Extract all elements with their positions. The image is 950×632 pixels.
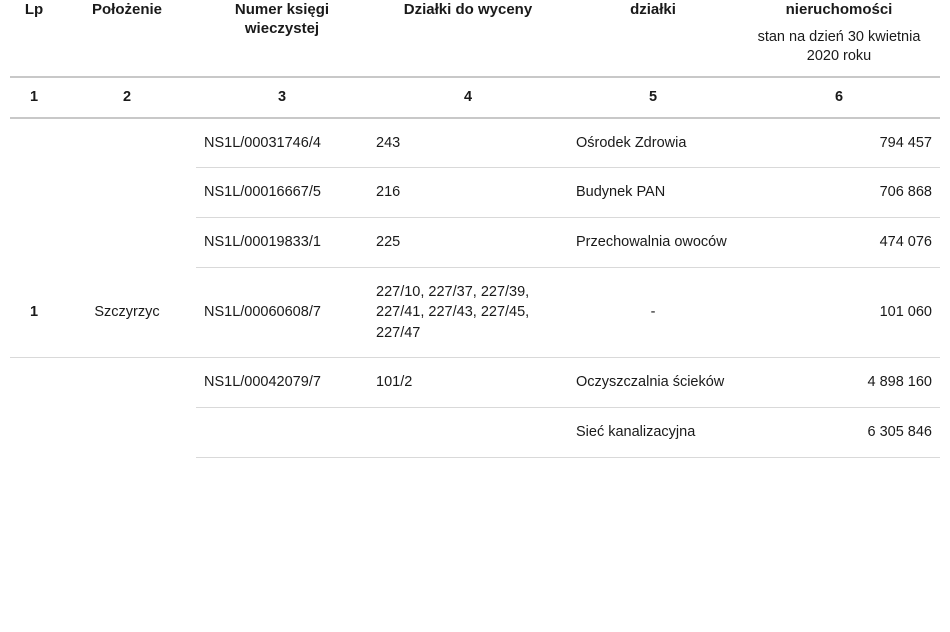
- cell-value: 794 457: [738, 118, 940, 168]
- table-row: [10, 407, 940, 457]
- valuation-table: [10, 0, 940, 458]
- column-number-4: 4: [368, 77, 568, 118]
- table-header: [10, 0, 940, 77]
- cell-value: 6 305 846: [738, 407, 940, 457]
- column-number-6: 6: [738, 77, 940, 118]
- cell-kw: NS1L/00042079/7: [196, 358, 368, 408]
- header-property-value-subtitle: stan na dzień 30 kwietnia 2020 roku: [757, 29, 921, 65]
- header-plot-description: działki: [568, 0, 738, 77]
- cell-plots: [368, 407, 568, 457]
- cell-lp: [10, 168, 58, 218]
- column-number-2: 2: [58, 77, 196, 118]
- cell-description: Ośrodek Zdrowia: [568, 118, 738, 168]
- cell-value: 101 060: [738, 267, 940, 358]
- cell-kw: NS1L/00019833/1: [196, 218, 368, 268]
- cell-lp: [10, 218, 58, 268]
- cell-lp: 1: [10, 267, 58, 358]
- cell-plots: 225: [368, 218, 568, 268]
- header-location: Położenie: [58, 0, 196, 77]
- cell-description: -: [568, 267, 738, 358]
- cell-description: Sieć kanalizacyjna: [568, 407, 738, 457]
- table-row: [10, 358, 940, 408]
- cell-location: [58, 118, 196, 168]
- cell-plots: 227/10, 227/37, 227/39, 227/41, 227/43, 227/45, 227/47: [368, 267, 568, 358]
- header-row: [10, 0, 940, 77]
- table-row: [10, 267, 940, 358]
- table-row: [10, 168, 940, 218]
- column-number-3: 3: [196, 77, 368, 118]
- cell-kw: [196, 407, 368, 457]
- cell-location: Szczyrzyc: [58, 267, 196, 358]
- cell-kw: NS1L/00060608/7: [196, 267, 368, 358]
- cell-value: 474 076: [738, 218, 940, 268]
- header-lp: Lp: [10, 0, 58, 77]
- table-row: [10, 218, 940, 268]
- cell-plots: 101/2: [368, 358, 568, 408]
- cell-kw: NS1L/00016667/5: [196, 168, 368, 218]
- column-number-1: 1: [10, 77, 58, 118]
- cell-kw: NS1L/00031746/4: [196, 118, 368, 168]
- header-property-value: [738, 0, 940, 77]
- cell-location: [58, 358, 196, 408]
- cell-plots: 243: [368, 118, 568, 168]
- cell-location: [58, 218, 196, 268]
- column-number-row-group: [10, 77, 940, 118]
- cell-description: Oczyszczalnia ścieków: [568, 358, 738, 408]
- column-number-5: 5: [568, 77, 738, 118]
- cell-location: [58, 168, 196, 218]
- cell-value: 706 868: [738, 168, 940, 218]
- header-plots: Działki do wyceny: [368, 0, 568, 77]
- cell-description: Budynek PAN: [568, 168, 738, 218]
- column-number-row: [10, 77, 940, 118]
- cell-lp: [10, 118, 58, 168]
- header-kw-number: Numer księgi wieczystej: [196, 0, 368, 77]
- cell-location: [58, 407, 196, 457]
- header-property-value-title: nieruchomości: [785, 1, 893, 18]
- cell-lp: [10, 407, 58, 457]
- table-row: [10, 118, 940, 168]
- cell-lp: [10, 358, 58, 408]
- table-body: [10, 118, 940, 457]
- cell-description: Przechowalnia owoców: [568, 218, 738, 268]
- cell-plots: 216: [368, 168, 568, 218]
- cell-value: 4 898 160: [738, 358, 940, 408]
